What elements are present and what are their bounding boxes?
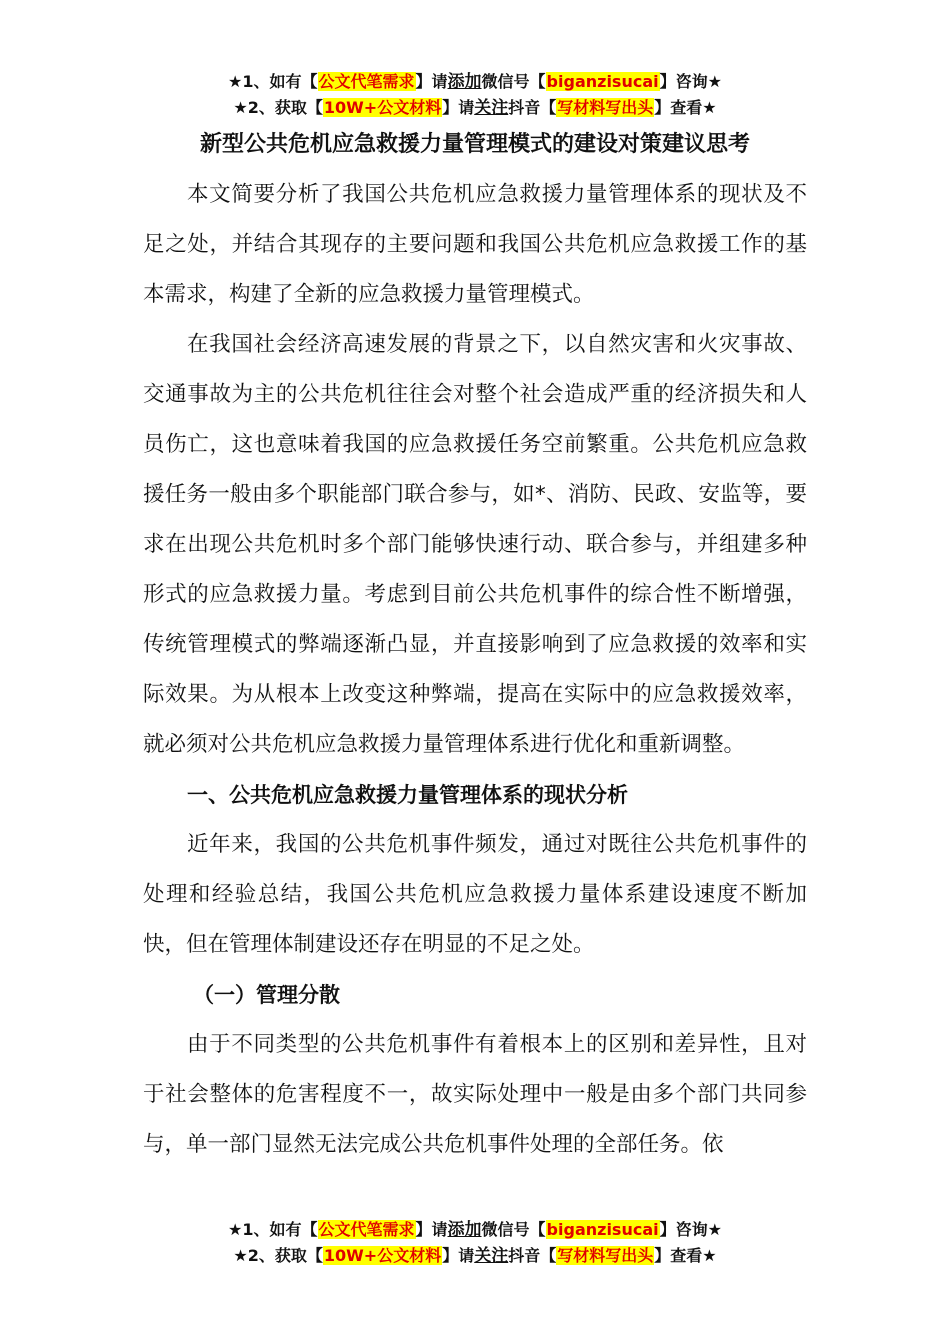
promo-highlight-materials: 10W+公文材料 (323, 1246, 442, 1265)
promo-highlight-service: 公文代笔需求 (318, 1220, 415, 1239)
promo-banner-top (0, 69, 950, 121)
promo-text: ★2、获取【 (233, 98, 323, 117)
promo-emphasis: 关注 (474, 1246, 509, 1266)
promo-text: 抖音【 (508, 98, 557, 117)
document-title: 新型公共危机应急救援力量管理模式的建设对策建议思考 (199, 132, 750, 157)
promo-text: 】请 (442, 98, 475, 117)
promo-text: 】咨询★ (659, 72, 722, 91)
promo-text: 】请 (415, 1220, 448, 1239)
promo-highlight-wechat: biganzisucai (546, 1220, 659, 1239)
promo-text: 】请 (415, 72, 448, 91)
promo-text: 微信号【 (481, 72, 546, 91)
promo-text: 】查看★ (654, 98, 717, 117)
paragraph-status: 近年来，我国的公共危机事件频发，通过对既往公共危机事件的处理和经验总结，我国公共危机应急救援力量体系建设速度不断加快，但在管理体制建设还存在明显的不足之处。 (143, 832, 807, 957)
promo-emphasis: 关注 (474, 98, 509, 118)
promo-text: 抖音【 (508, 1246, 557, 1265)
paragraph-background: 在我国社会经济高速发展的背景之下，以自然灾害和火灾事故、交通事故为主的公共危机往往会对整个社会造成严重的经济损失和人员伤亡，这也意味着我国的应急救援任务空前繁重。公共危机应急救援任务一般由多个职能部门联合参与，如*、消防、民政、安监等，要求在出现公共危机时多个部门能够快速行动、联合参与，并组建多种形式的应急救援力量。考虑到目前公共危机事件的综合性不断增强，传统管理模式的弊端逐渐凸显，并直接影响到了应急救援的效率和实际效果。为从根本上改变这种弊端，提高在实际中的应急救援效率，就必须对公共危机应急救援力量管理体系进行优化和重新调整。 (143, 332, 807, 757)
promo-emphasis: 添加 (447, 72, 482, 92)
paragraph-dispersed: 由于不同类型的公共危机事件有着根本上的区别和差异性，且对于社会整体的危害程度不一，故实际处理中一般是由多个部门共同参与，单一部门显然无法完成公共危机事件处理的全部任务。依 (143, 1032, 807, 1157)
promo-text: 】请 (442, 1246, 475, 1265)
paragraph-intro: 本文简要分析了我国公共危机应急救援力量管理体系的现状及不足之处，并结合其现存的主要问题和我国公共危机应急救援工作的基本需求，构建了全新的应急救援力量管理模式。 (143, 182, 807, 307)
promo-text: ★2、获取【 (233, 1246, 323, 1265)
promo-text: ★1、如有【 (228, 72, 318, 91)
promo-line-2 (0, 95, 950, 121)
promo-line-1 (0, 1217, 950, 1243)
subsection-heading-1: （一）管理分散 (193, 983, 340, 1007)
promo-banner-bottom (0, 1217, 950, 1269)
promo-text: 微信号【 (481, 1220, 546, 1239)
promo-highlight-douyin: 写材料写出头 (557, 98, 654, 117)
promo-highlight-douyin: 写材料写出头 (557, 1246, 654, 1265)
promo-highlight-materials: 10W+公文材料 (323, 98, 442, 117)
promo-highlight-wechat: biganzisucai (546, 72, 659, 91)
promo-text: 】查看★ (654, 1246, 717, 1265)
document-body (143, 170, 807, 1170)
promo-highlight-service: 公文代笔需求 (318, 72, 415, 91)
promo-line-2 (0, 1243, 950, 1269)
promo-line-1 (0, 69, 950, 95)
promo-text: 】咨询★ (659, 1220, 722, 1239)
promo-text: ★1、如有【 (228, 1220, 318, 1239)
section-heading-1: 一、公共危机应急救援力量管理体系的现状分析 (187, 783, 628, 807)
promo-emphasis: 添加 (447, 1220, 482, 1240)
